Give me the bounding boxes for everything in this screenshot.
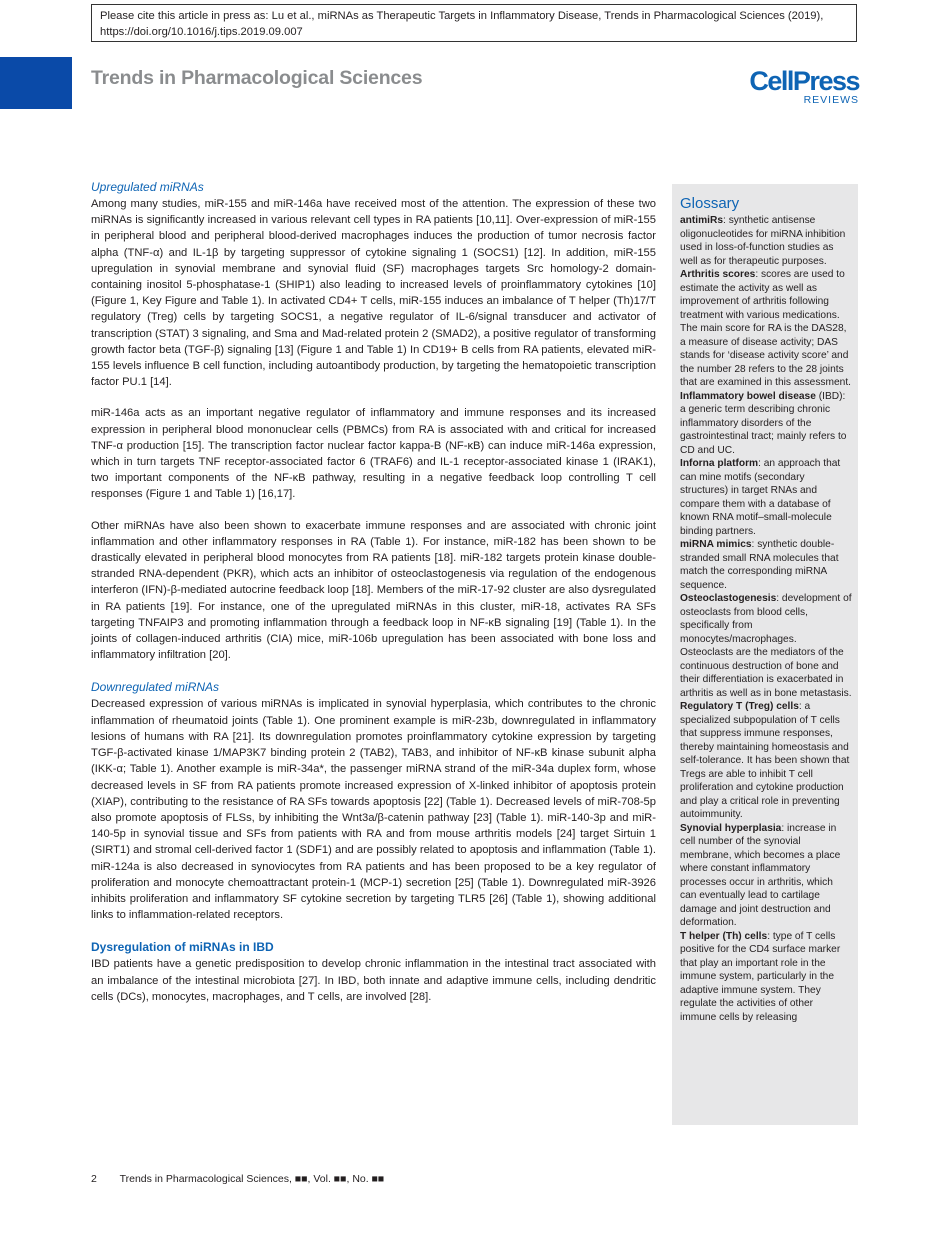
paragraph-1: Among many studies, miR-155 and miR-146a have received most of the attention. The expression of these two miRNAs is significantly increased in various relevant cell types in RA patients [10,11]. Over-expression of miR-155 in peripheral blood and peripheral blood-derived macrophages induces the production of tumor necrosis factor alpha (TNF-α) and IL-1β by targeting suppressor of cytokine signaling 1 (SOCS1) [12]. In addition, miR-155 upregulation in synovial membrane and synovial fluid (SF) macrophages targets Src homology-2 domain-containing inositol 5-phosphatase-1 (SHIP1) also leading to increased levels of proinflammatory cytokines [10] (Figure 1, Key Figure and Table 1). In activated CD4+ T cells, miR-155 induces an imbalance of T helper (Th)17/T regulatory (Treg) cells by targeting SOCS1, a negative regulator of IL-6/signal transducer and activator of transcription (STAT) 3 signaling, and Sma and Mad-related protein 2 (SMAD2), a positive regulator of transforming growth factor beta (TGF-β) signaling [13] (Figure 1 and Table 1) In CD19+ B cells from RA patients, elevated miR-155 levels influence B cell function, including autoantibody production, by targeting the hematopoietic transcription factor PU.1 [14]. (91, 198, 656, 389)
citation-text: Please cite this article in press as: Lu et al., miRNAs as Therapeutic Targets in Inflammatory Disease, Trends in Pharmacological Sciences (2019), https://doi.org/10.1016/j.tips.2019.09.007 (100, 10, 824, 38)
glossary-term: Arthritis scores (680, 269, 756, 280)
glossary-entry (680, 822, 852, 930)
logo-main-text: CellPress (749, 66, 859, 96)
cellpress-logo (744, 68, 859, 106)
paragraph-2: miR-146a acts as an important negative regulator of inflammatory and immune responses and its increased expression in peripheral blood mononuclear cells (PBMCs) from RA is associated with and critical for increased TNF-α production [15]. The transcription factor nuclear factor kappa-B (NF-κB) can induce miR-146a expression, which in turn targets TNF receptor-associated factor 6 (TRAF6) and IL-1 receptor-associated kinase 1 (IRAK1), two important components of the NF-κB pathway, resulting in a negative feedback loop controlling T cell responses (Figure 1 and Table 1) [16,17]. (91, 407, 656, 501)
glossary-term: Osteoclastogenesis (680, 593, 777, 604)
paragraph-5: IBD patients have a genetic predisposition to develop chronic inflammation in the intestinal tract associated with an imbalance of the intestinal microbiota [27]. In IBD, both innate and adaptive immune cells, including dendritic cells (DCs), monocytes, macrophages, and T cells, are involved [28]. (91, 958, 656, 1003)
glossary-definition: : synthetic double-stranded small RNA molecules that match the corresponding miRNA sequence. (680, 539, 839, 591)
glossary-term: T helper (Th) cells (680, 930, 768, 942)
glossary-entry (680, 390, 852, 458)
glossary-term: antimiRs (680, 215, 724, 226)
footer-journal-info: Trends in Pharmacological Sciences, ■■, Vol. ■■, No. ■■ (119, 1173, 385, 1185)
glossary-entry (680, 592, 852, 700)
glossary-definition: : an approach that can mine motifs (secondary structures) in target RNAs and compare them with a database of known RNA motif–small-molecule binding partners. (680, 458, 841, 537)
glossary-definition: : type of T cells positive for the CD4 surface marker that play an important role in the immune system, particularly in the adaptive immune system. They regulate the activities of other immune cells by releasing (680, 930, 841, 1023)
page-number: 2 (91, 1173, 97, 1185)
glossary-definition: : a specialized subpopulation of T cells that suppress immune responses, thereby maintaining homeostasis and self-tolerance. It has been shown that Tregs are able to inhibit T cell proliferation and cytokine production and play a critical role in preventing autoimmunity. (680, 701, 850, 820)
glossary-definition: : scores are used to estimate the activity as well as improvement of arthritis following treatment with various medications. The main score for RA is the DAS28, a measure of disease activity; DAS stands for ‘disease activity score’ and the number 28 refers to the 28 joints that are examined in this assessment. (680, 269, 852, 388)
glossary-term: Inflammatory bowel disease (680, 390, 816, 402)
citation-box (91, 4, 857, 42)
glossary-entry (680, 268, 852, 390)
glossary-entry (680, 930, 852, 1025)
journal-title: Trends in Pharmacological Sciences (91, 67, 423, 89)
logo-sub-text: REVIEWS (803, 94, 859, 106)
main-text-column (91, 178, 656, 1005)
subheading-downregulated: Downregulated miRNAs (91, 680, 220, 695)
journal-color-bar (0, 57, 72, 109)
page-footer (91, 1173, 384, 1185)
subheading-upregulated: Upregulated miRNAs (91, 180, 204, 194)
glossary-term: miRNA mimics (680, 539, 752, 550)
paragraph-3: Other miRNAs have also been shown to exacerbate immune responses and are associated with chronic joint inflammation and other inflammatory responses in RA (Table 1). For instance, miR-182 has been shown to be drastically elevated in peripheral blood monocytes from RA patients [18]. miR-182 targets protein kinase double-stranded RNA-dependent (PKR), which acts an inhibitor of osteoclastogenesis via regulation of the endogenous interferon (IFN)-β-mediated autocrine feedback loop [18]. Members of the miR-17-92 cluster are also dysregulated in RA patients [19]. For instance, one of the upregulated miRNAs in this cluster, miR-18, activates RA SFs targeting TNFAIP3 and promoting inflammation through a feedback loop in NF-κB signaling [19] (Table 1). In the joints of collagen-induced arthritis (CIA) mice, miR-106b upregulation has been associated with bone loss and inflammatory infiltration [20]. (91, 519, 656, 662)
glossary-term: Synovial hyperplasia (680, 822, 782, 834)
glossary-entry (680, 700, 852, 822)
glossary-definition: (IBD): a generic term describing chronic inflammatory disorders of the gastrointestinal tract; mainly refers to CD and UC. (680, 390, 847, 456)
section-heading-ibd: Dysregulation of miRNAs in IBD (91, 940, 274, 955)
glossary-entry (680, 214, 852, 268)
glossary-term: Regulatory T (Treg) cells (680, 701, 799, 712)
glossary-definition: : development of osteoclasts from blood cells, specifically from monocytes/macrophages. Osteoclasts are the mediators of the continuous destruction of bone and their differentiation is exacerbated in arthritis as well as in bone metastasis. (680, 593, 852, 699)
glossary-definition: : synthetic antisense oligonucleotides for miRNA inhibition used in loss-of-function studies as well as for therapeutic purposes. (680, 215, 846, 267)
glossary-definition: : increase in cell number of the synovial membrane, which becomes a place where constant inflammatory processes occur in arthritis, which can eventually lead to cartilage damage and joint destruction and deformation. (680, 822, 841, 928)
paragraph-4: Decreased expression of various miRNAs is implicated in synovial hyperplasia, which contributes to the chronic inflammation of rheumatoid joints (Table 1). One prominent example is miR-23b, downregulated in inflammatory lesions of humans with RA [21]. Its downregulation promotes proinflammatory cytokine expression by targeting TGF-β-activated kinase 1/MAP3K7 binding protein 2 (TAB2), TAB3, and inhibitor of NF-κB kinase subunit alpha (IKK-α; Table 1). Another example is miR-34a*, the passenger miRNA strand of the miR-34a duplex form, whose decreased levels in SF from RA patients promote increased expression of X-linked inhibitor of apoptosis protein (XIAP), contributing to the resistance of RA SFs towards apoptosis [22] (Table 1). Decreased levels of miR-708-5p also promote apoptosis of FLSs, by inhibiting the Wnt3a/β-catenin pathway [23] (Table 1). miR-140-3p and miR-140-5p in synovial tissue and SFs from patients with RA and from mouse arthritis models [24] target Sirtuin 1 (SIRT1) and stromal cell-derived factor 1 (SDF1) and are possibly related to apoptosis and inflammation (Table 1). miR-124a is also decreased in synoviocytes from RA patients and has been proposed to be a key regulator of proliferation and monocyte chemoattractant protein-1 (MCP-1) secretion [25] (Table 1). Downregulated miR-3926 inhibits proliferation and inflammatory SF cytokine secretion by targeting TLR5 [26] (Table 1), showing additional links to inflammation-related receptors. (91, 698, 656, 922)
glossary-term: Inforna platform (680, 458, 759, 469)
glossary-entry (680, 538, 852, 592)
glossary-entry (680, 457, 852, 538)
glossary-title: Glossary (680, 195, 740, 212)
glossary-box (672, 184, 858, 1125)
